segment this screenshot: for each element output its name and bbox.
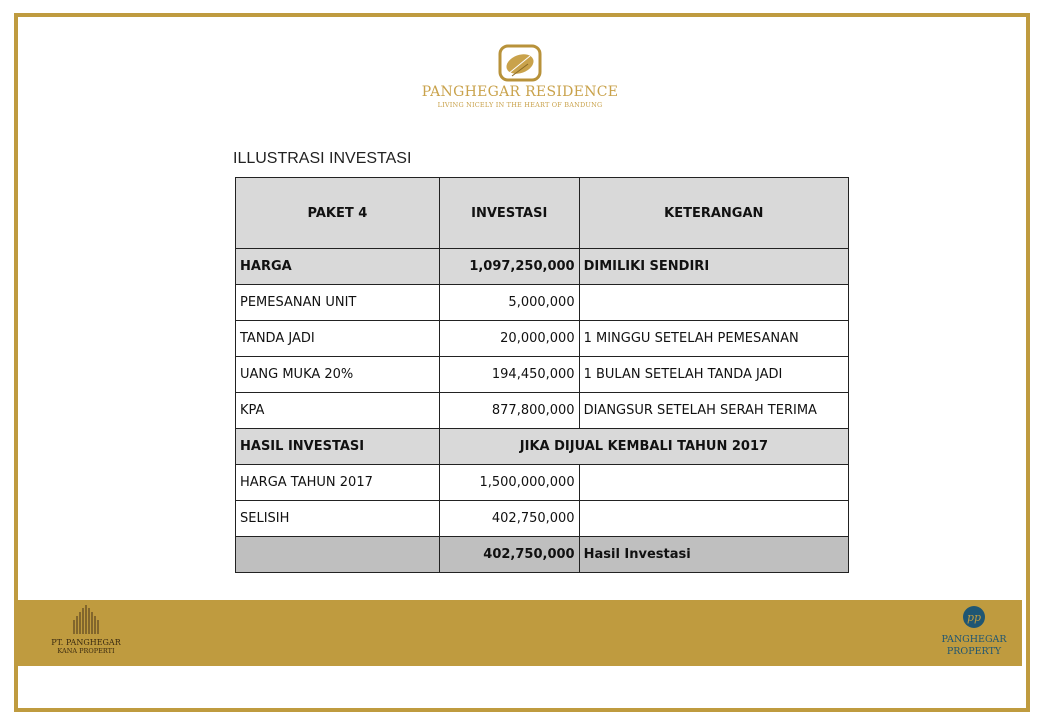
- investment-table: [235, 177, 849, 573]
- building-skyline-icon: [66, 604, 106, 634]
- row-note: DIANGSUR SETELAH SERAH TERIMA: [579, 393, 848, 429]
- brand-name: PANGHEGAR RESIDENCE: [421, 84, 619, 100]
- row-label: SELISIH: [236, 501, 440, 537]
- row-note: 1 BULAN SETELAH TANDA JADI: [579, 357, 848, 393]
- header-investasi: INVESTASI: [439, 178, 579, 249]
- header-paket: PAKET 4: [236, 178, 440, 249]
- harga-label: HARGA: [236, 249, 440, 285]
- panghegar-property-logo: [934, 605, 1014, 657]
- total-note: Hasil Investasi: [579, 537, 848, 573]
- row-value: 1,500,000,000: [439, 465, 579, 501]
- harga-value: 1,097,250,000: [439, 249, 579, 285]
- row-value: 877,800,000: [439, 393, 579, 429]
- table-header-row: [236, 178, 849, 249]
- table-row: [236, 501, 849, 537]
- row-label: KPA: [236, 393, 440, 429]
- hasil-label: HASIL INVESTASI: [236, 429, 440, 465]
- harga-note: DIMILIKI SENDIRI: [579, 249, 848, 285]
- table-row: [236, 321, 849, 357]
- row-label: UANG MUKA 20%: [236, 357, 440, 393]
- left-logo-line2: KANA PROPERTI: [57, 647, 115, 655]
- pp-emblem-icon: [962, 605, 986, 629]
- table-row-hasil: [236, 429, 849, 465]
- table-row: [236, 357, 849, 393]
- row-label: HARGA TAHUN 2017: [236, 465, 440, 501]
- table-row: [236, 285, 849, 321]
- footer-band: [18, 600, 1022, 666]
- total-label: [236, 537, 440, 573]
- table-row: [236, 465, 849, 501]
- right-logo-line1: PANGHEGAR: [941, 634, 1007, 645]
- svg-text:pp: pp: [966, 611, 982, 624]
- table-row-harga: [236, 249, 849, 285]
- left-logo-line1: PT. PANGHEGAR: [51, 638, 121, 647]
- header-keterangan: KETERANGAN: [579, 178, 848, 249]
- brand-tagline: LIVING NICELY IN THE HEART OF BANDUNG: [437, 101, 603, 109]
- table-row-total: [236, 537, 849, 573]
- row-value: 20,000,000: [439, 321, 579, 357]
- row-value: 402,750,000: [439, 501, 579, 537]
- hasil-note: JIKA DIJUAL KEMBALI TAHUN 2017: [439, 429, 848, 465]
- brand-logo: [420, 44, 620, 109]
- total-value: 402,750,000: [439, 537, 579, 573]
- right-logo-line2: PROPERTY: [946, 646, 1002, 657]
- row-value: 5,000,000: [439, 285, 579, 321]
- row-label: TANDA JADI: [236, 321, 440, 357]
- section-title: ILLUSTRASI INVESTASI: [233, 150, 412, 167]
- kana-properti-logo: [36, 604, 136, 655]
- row-note: [579, 465, 848, 501]
- row-value: 194,450,000: [439, 357, 579, 393]
- row-note: 1 MINGGU SETELAH PEMESANAN: [579, 321, 848, 357]
- row-note: [579, 285, 848, 321]
- table-row: [236, 393, 849, 429]
- row-note: [579, 501, 848, 537]
- umbrella-emblem-icon: [498, 44, 542, 82]
- row-label: PEMESANAN UNIT: [236, 285, 440, 321]
